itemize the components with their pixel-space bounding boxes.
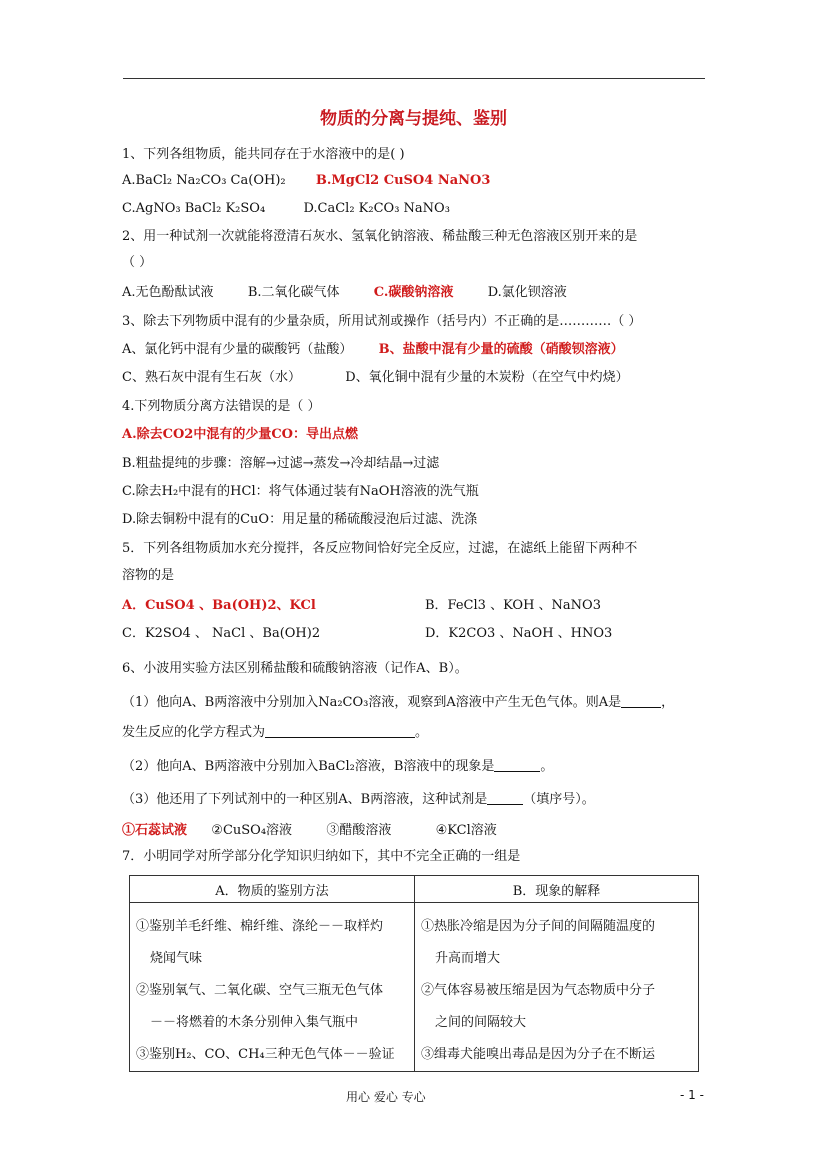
q3-option-c: C、熟石灰中混有生石灰（水）: [122, 370, 301, 385]
q1-stem: 1、下列各组物质，能共同存在于水溶液中的是( ): [122, 147, 405, 162]
q6-part3-text: （3）他还用了下列试剂中的一种区别A、B两溶液，这种试剂是: [122, 792, 488, 807]
q7-table: [129, 875, 699, 1072]
q1-options-row2: [122, 200, 450, 218]
q4-option-a: A.除去CO2中混有的少量CO：导出点燃: [122, 427, 358, 442]
q7-column-a: [130, 903, 415, 1072]
q5-option-b: B．FeCl3 、KOH 、NaNO3: [425, 598, 601, 613]
q6-answer-blank-reagent[interactable]: [487, 792, 523, 805]
q3-option-a: A、氯化钙中混有少量的碳酸钙（盐酸）: [122, 342, 353, 357]
q7-a-item2: ②鉴别氧气、二氧化碳、空气三瓶无色气体: [136, 983, 384, 998]
q6-part2-text: （2）他向A、B两溶液中分别加入BaCl₂溶液，B溶液中的现象是: [122, 759, 495, 774]
q1-options-row1: [122, 172, 490, 190]
page-number: - 1 -: [680, 1088, 704, 1102]
q2-option-c: C.碳酸钠溶液: [373, 285, 454, 300]
q6-answer-blank-a[interactable]: [621, 695, 661, 708]
q2-options: [122, 284, 567, 302]
header-rule: [123, 78, 705, 79]
q6-option-3: ③醋酸溶液: [326, 823, 392, 838]
q6-option-4: ④KCl溶液: [435, 823, 497, 838]
q6-options: [122, 822, 497, 840]
q7-a-item1: ①鉴别羊毛纤维、棉纤维、涤纶－－取样灼: [136, 919, 384, 934]
q7-b-item2-cont: 之间的间隔较大: [435, 1015, 527, 1030]
q7-b-item2: ②气体容易被压缩是因为气态物质中分子: [421, 983, 656, 998]
q7-column-b: [415, 903, 699, 1072]
q4-option-b: B.粗盐提纯的步骤：溶解→过滤→蒸发→冷却结晶→过滤: [122, 456, 440, 471]
q5-option-a: A．CuSO4 、Ba(OH)2、KCl: [122, 598, 316, 613]
q6-answer-blank-equation[interactable]: [265, 725, 415, 738]
q7-stem: 7．小明同学对所学部分化学知识归纳如下，其中不完全正确的一组是: [122, 849, 521, 864]
q7-b-item3: ③缉毒犬能嗅出毒品是因为分子在不断运: [421, 1047, 656, 1062]
q2-option-b: B.二氧化碳气体: [247, 285, 340, 300]
q6-part1: （1）他向A、B两溶液中分别加入Na₂CO₃溶液，观察到A溶液中产生无色气体。则A是 ，: [122, 695, 675, 710]
q6-part3: [122, 791, 595, 809]
footer-motto: 用心 爱心 专心: [346, 1090, 426, 1104]
q2-paren: （ ）: [122, 255, 153, 270]
q5-option-d: D．K2CO3 、NaOH 、HNO3: [425, 626, 613, 641]
q2-stem: 2、用一种试剂一次就能将澄清石灰水、氢氧化钠溶液、稀盐酸三种无色溶液区别开来的是: [122, 229, 638, 244]
q3-options-row2: [122, 369, 629, 387]
q7-a-item1-cont: 烧闻气味: [150, 951, 203, 966]
q7-b-item1-cont: 升高而增大: [435, 951, 501, 966]
q6-part1-equation: 发生反应的化学方程式为 。: [122, 725, 429, 740]
q7-a-item3: ③鉴别H₂、CO、CH₄三种无色气体－－验证: [136, 1047, 395, 1062]
q6-part3-suffix: （填序号）。: [523, 792, 595, 807]
page-title: 物质的分离与提纯、鉴别: [320, 109, 507, 129]
q5-stem-line1: 5．下列各组物质加水充分搅拌，各反应物间恰好完全反应，过滤，在滤纸上能留下两种不: [122, 541, 638, 556]
q1-option-a: A.BaCl₂ Na₂CO₃ Ca(OH)₂: [122, 173, 286, 188]
q6-part2: （2）他向A、B两溶液中分别加入BaCl₂溶液，B溶液中的现象是 。: [122, 759, 554, 774]
q7-header-a: A．物质的鉴别方法: [130, 876, 415, 903]
q3-option-b: B、盐酸中混有少量的硫酸（硝酸钡溶液）: [378, 342, 624, 357]
q4-stem: 4.下列物质分离方法错误的是（ ）: [122, 399, 321, 414]
q2-option-d: D.氯化钡溶液: [487, 285, 567, 300]
q3-stem: 3、除去下列物质中混有的少量杂质，所用试剂或操作（括号内）不正确的是…………（ ）: [122, 314, 642, 329]
q6-stem: 6、小波用实验方法区别稀盐酸和硫酸钠溶液（记作A、B）。: [122, 661, 468, 676]
q1-option-d: D.CaCl₂ K₂CO₃ NaNO₃: [303, 201, 450, 216]
q5-option-c: C．K2SO4 、 NaCl 、Ba(OH)2: [122, 626, 321, 641]
q6-answer-blank-phenomenon[interactable]: [494, 759, 540, 772]
q6-part1-text: （1）他向A、B两溶液中分别加入Na₂CO₃溶液，观察到A溶液中产生无色气体。则A是: [122, 695, 622, 710]
q1-option-c: C.AgNO₃ BaCl₂ K₂SO₄: [122, 201, 266, 216]
q3-options-row1: [122, 341, 624, 359]
q6-option-2: ②CuSO₄溶液: [211, 823, 293, 838]
q6-option-1: ①石蕊试液: [122, 823, 188, 838]
q4-option-d: D.除去铜粉中混有的CuO：用足量的稀硫酸浸泡后过滤、洗涤: [122, 512, 478, 527]
q7-header-b: B．现象的解释: [415, 876, 699, 903]
q2-option-a: A.无色酚酞试液: [122, 285, 214, 300]
q5-stem-line2: 溶物的是: [122, 568, 175, 583]
q7-a-item2-cont: －－将燃着的木条分别伸入集气瓶中: [150, 1015, 359, 1030]
q3-option-d: D、氧化铜中混有少量的木炭粉（在空气中灼烧）: [345, 370, 629, 385]
q7-b-item1: ①热胀冷缩是因为分子间的间隔随温度的: [421, 919, 656, 934]
q4-option-c: C.除去H₂中混有的HCl：将气体通过装有NaOH溶液的洗气瓶: [122, 484, 479, 499]
q1-option-b: B.MgCl2 CuSO4 NaNO3: [315, 173, 491, 188]
q6-part1-equation-text: 发生反应的化学方程式为: [122, 725, 266, 740]
